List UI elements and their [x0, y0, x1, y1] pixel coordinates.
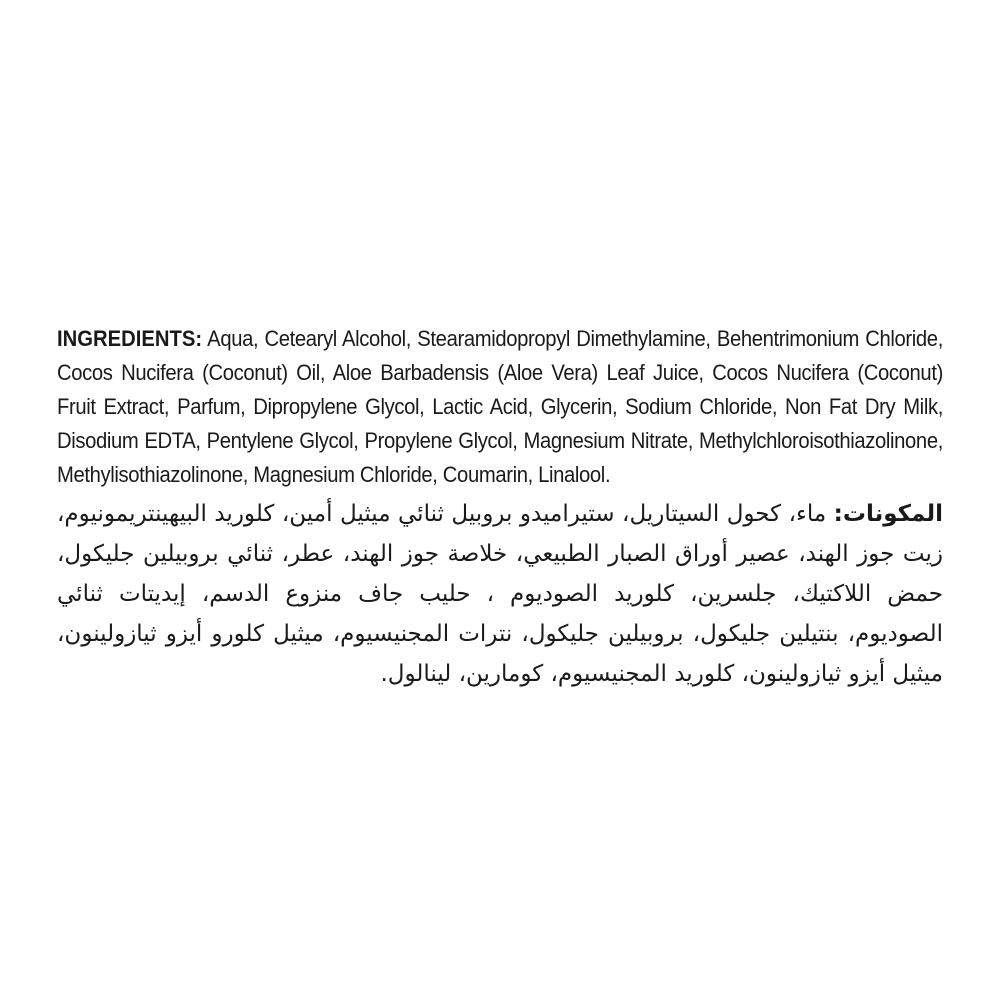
english-ingredients-paragraph	[57, 322, 943, 492]
arabic-ingredients-paragraph	[57, 494, 943, 694]
arabic-ingredients-list: ماء، كحول السيتاريل، ستيراميدو بروبيل ثنائي ميثيل أمين، كلوريد البيهينتريمونيوم، زيت جوز الهند، عصير أوراق الصبار الطبيعي، خلاصة جوز الهند، عطر، ثنائي بروبيلين جليكول، حمض اللاكتيك، جلسرين، كلوريد الصوديوم ، حليب جاف منزوع الدسم، إيديتات ثنائي الصوديوم، بنتيلين جليكول، بروبيلين جليكول، نترات المجنيسيوم، ميثيل كلورو أيزو ثيازولينون، ميثيل أيزو ثيازولينون، كلوريد المجنيسيوم، كومارين، لينالول.	[57, 501, 943, 687]
english-ingredients-list: Aqua, Cetearyl Alcohol, Stearamidopropyl Dimethylamine, Behentrimonium Chloride, Cocos Nucifera (Coconut) Oil, Aloe Barbadensis (Aloe Vera) Leaf Juice, Cocos Nucifera (Coconut) Fruit Extract, Parfum, Dipropylene Glycol, Lactic Acid, Glycerin, Sodium Chloride, Non Fat Dry Milk, Disodium EDTA, Pentylene Glycol, Propylene Glycol, Magnesium Nitrate, Methylchloroisothiazolinone, Methylisothiazolinone, Magnesium Chloride, Coumarin, Linalool.	[57, 326, 943, 487]
english-ingredients-heading: INGREDIENTS:	[57, 326, 203, 351]
ingredients-label	[57, 322, 943, 694]
arabic-ingredients-heading: المكونات:	[833, 501, 943, 527]
